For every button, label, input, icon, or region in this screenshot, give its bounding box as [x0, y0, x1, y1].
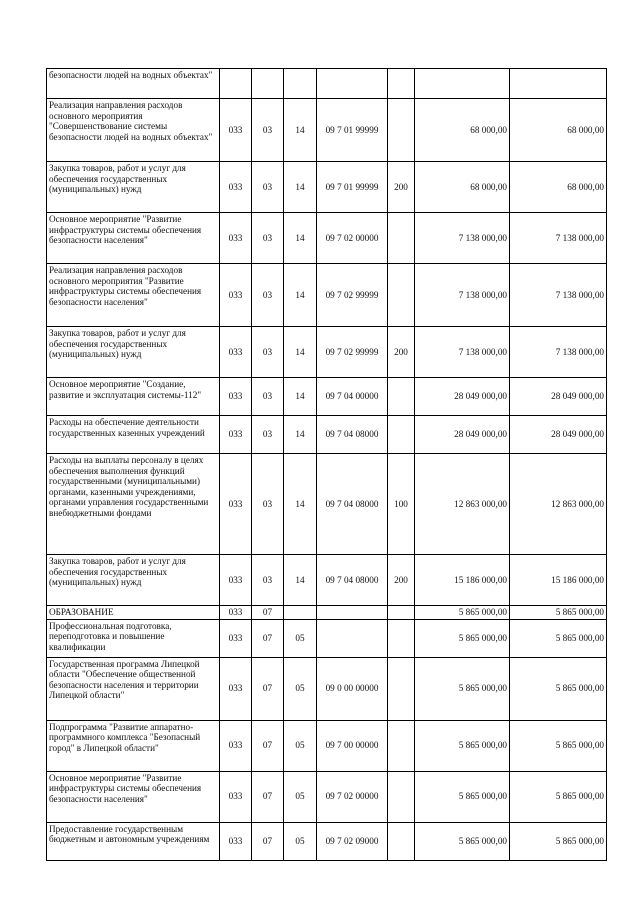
- row-sum-1: 68 000,00: [415, 162, 510, 213]
- row-name: Реализация направления расходов основного мероприятия "Совершенствование системы безопасности людей на водных объектах": [47, 99, 220, 162]
- row-sum-2: 12 863 000,00: [510, 454, 607, 555]
- row-vr: [388, 822, 415, 860]
- row-rz: 07: [252, 720, 284, 771]
- row-ved: 033: [220, 213, 252, 264]
- row-ved: 033: [220, 606, 252, 620]
- row-sum-1: 5 865 000,00: [415, 771, 510, 822]
- row-pr: 05: [284, 771, 317, 822]
- row-rz: 07: [252, 822, 284, 860]
- table-row: [47, 657, 607, 720]
- row-ved: 033: [220, 555, 252, 606]
- row-sum-1: 15 186 000,00: [415, 555, 510, 606]
- row-sum-1: 28 049 000,00: [415, 416, 510, 454]
- row-sum-2: 68 000,00: [510, 99, 607, 162]
- row-pr: 14: [284, 555, 317, 606]
- row-sum-1: 7 138 000,00: [415, 327, 510, 378]
- row-csr: [317, 606, 388, 620]
- row-csr: 09 7 04 00000: [317, 378, 388, 416]
- row-sum-1: 5 865 000,00: [415, 606, 510, 620]
- row-sum-2: 5 865 000,00: [510, 771, 607, 822]
- row-sum-2: 7 138 000,00: [510, 327, 607, 378]
- table-row: [47, 162, 607, 213]
- row-sum-2: 15 186 000,00: [510, 555, 607, 606]
- row-pr: 14: [284, 213, 317, 264]
- row-pr: 05: [284, 822, 317, 860]
- row-name: безопасности людей на водных объектах": [47, 69, 220, 99]
- row-vr: [388, 99, 415, 162]
- row-vr: [388, 606, 415, 620]
- table-row: [47, 213, 607, 264]
- table-body: [47, 69, 607, 861]
- table-row: [47, 69, 607, 99]
- row-rz: 07: [252, 657, 284, 720]
- row-name: Подпрограмма "Развитие аппаратно-программного комплекса "Безопасный город" в Липецкой области": [47, 720, 220, 771]
- table-row: [47, 454, 607, 555]
- row-csr: [317, 69, 388, 99]
- row-rz: 03: [252, 99, 284, 162]
- table-row: [47, 771, 607, 822]
- row-csr: 09 7 02 99999: [317, 327, 388, 378]
- row-pr: 05: [284, 657, 317, 720]
- row-csr: 09 0 00 00000: [317, 657, 388, 720]
- row-sum-2: 5 865 000,00: [510, 822, 607, 860]
- row-pr: 14: [284, 264, 317, 327]
- row-name: Основное мероприятие "Развитие инфраструктуры системы обеспечения безопасности населения": [47, 771, 220, 822]
- row-csr: 09 7 04 08000: [317, 416, 388, 454]
- row-sum-1: 68 000,00: [415, 99, 510, 162]
- table-row: [47, 720, 607, 771]
- row-name: Закупка товаров, работ и услуг для обеспечения государственных (муниципальных) нужд: [47, 555, 220, 606]
- row-name: Закупка товаров, работ и услуг для обеспечения государственных (муниципальных) нужд: [47, 327, 220, 378]
- row-csr: 09 7 00 00000: [317, 720, 388, 771]
- row-rz: 07: [252, 771, 284, 822]
- row-rz: 03: [252, 162, 284, 213]
- row-sum-1: 5 865 000,00: [415, 619, 510, 657]
- row-ved: 033: [220, 454, 252, 555]
- row-name: Расходы на обеспечение деятельности государственных казенных учреждений: [47, 416, 220, 454]
- row-sum-1: 5 865 000,00: [415, 720, 510, 771]
- row-rz: 03: [252, 555, 284, 606]
- row-rz: 03: [252, 213, 284, 264]
- row-name: Закупка товаров, работ и услуг для обеспечения государственных (муниципальных) нужд: [47, 162, 220, 213]
- row-ved: 033: [220, 771, 252, 822]
- table-row: [47, 264, 607, 327]
- row-pr: 14: [284, 416, 317, 454]
- row-rz: 07: [252, 619, 284, 657]
- row-vr: [388, 771, 415, 822]
- row-vr: 200: [388, 162, 415, 213]
- row-sum-2: 7 138 000,00: [510, 264, 607, 327]
- row-sum-1: 5 865 000,00: [415, 822, 510, 860]
- row-rz: 03: [252, 264, 284, 327]
- row-ved: 033: [220, 822, 252, 860]
- row-rz: 03: [252, 454, 284, 555]
- row-ved: 033: [220, 264, 252, 327]
- table-row: [47, 327, 607, 378]
- row-ved: [220, 69, 252, 99]
- table-row: [47, 822, 607, 860]
- budget-table: [46, 68, 607, 861]
- table-row: [47, 555, 607, 606]
- row-rz: [252, 69, 284, 99]
- row-csr: 09 7 02 09000: [317, 822, 388, 860]
- row-sum-2: 28 049 000,00: [510, 416, 607, 454]
- row-vr: [388, 720, 415, 771]
- row-sum-2: 5 865 000,00: [510, 657, 607, 720]
- row-ved: 033: [220, 619, 252, 657]
- row-ved: 033: [220, 327, 252, 378]
- row-sum-1: 28 049 000,00: [415, 378, 510, 416]
- row-ved: 033: [220, 657, 252, 720]
- row-vr: [388, 69, 415, 99]
- row-ved: 033: [220, 720, 252, 771]
- row-vr: 100: [388, 454, 415, 555]
- budget-page: [46, 68, 607, 861]
- row-sum-2: 5 865 000,00: [510, 619, 607, 657]
- row-pr: 14: [284, 378, 317, 416]
- row-pr: 05: [284, 619, 317, 657]
- row-csr: [317, 619, 388, 657]
- row-vr: [388, 378, 415, 416]
- row-sum-2: 5 865 000,00: [510, 720, 607, 771]
- row-pr: 14: [284, 99, 317, 162]
- row-vr: 200: [388, 555, 415, 606]
- table-row: [47, 606, 607, 620]
- row-vr: [388, 657, 415, 720]
- table-row: [47, 99, 607, 162]
- row-name: Предоставление государственным бюджетным и автономным учреждениям: [47, 822, 220, 860]
- row-vr: [388, 264, 415, 327]
- row-sum-2: 28 049 000,00: [510, 378, 607, 416]
- row-sum-1: 5 865 000,00: [415, 657, 510, 720]
- row-csr: 09 7 04 08000: [317, 555, 388, 606]
- table-row: [47, 416, 607, 454]
- row-rz: 03: [252, 416, 284, 454]
- row-rz: 03: [252, 378, 284, 416]
- row-sum-2: 7 138 000,00: [510, 213, 607, 264]
- table-row: [47, 619, 607, 657]
- row-ved: 033: [220, 99, 252, 162]
- row-name: Реализация направления расходов основного мероприятия "Развитие инфраструктуры системы обеспечения безопасности населения": [47, 264, 220, 327]
- row-sum-1: 7 138 000,00: [415, 264, 510, 327]
- row-rz: 03: [252, 327, 284, 378]
- row-sum-1: 12 863 000,00: [415, 454, 510, 555]
- row-pr: [284, 606, 317, 620]
- row-csr: 09 7 01 99999: [317, 162, 388, 213]
- row-pr: 14: [284, 454, 317, 555]
- row-name: Основное мероприятие "Создание, развитие и эксплуатация системы-112": [47, 378, 220, 416]
- row-pr: 14: [284, 327, 317, 378]
- row-sum-2: 68 000,00: [510, 162, 607, 213]
- row-name: ОБРАЗОВАНИЕ: [47, 606, 220, 620]
- row-sum-2: [510, 69, 607, 99]
- row-rz: 07: [252, 606, 284, 620]
- row-sum-1: [415, 69, 510, 99]
- row-vr: 200: [388, 327, 415, 378]
- table-row: [47, 378, 607, 416]
- row-ved: 033: [220, 162, 252, 213]
- row-name: Профессиональная подготовка, переподготовка и повышение квалификации: [47, 619, 220, 657]
- row-csr: 09 7 04 08000: [317, 454, 388, 555]
- row-vr: [388, 213, 415, 264]
- row-pr: [284, 69, 317, 99]
- row-csr: 09 7 02 00000: [317, 771, 388, 822]
- row-ved: 033: [220, 416, 252, 454]
- row-csr: 09 7 02 00000: [317, 213, 388, 264]
- row-csr: 09 7 02 99999: [317, 264, 388, 327]
- row-sum-1: 7 138 000,00: [415, 213, 510, 264]
- row-name: Основное мероприятие "Развитие инфраструктуры системы обеспечения безопасности населения": [47, 213, 220, 264]
- row-ved: 033: [220, 378, 252, 416]
- row-name: Государственная программа Липецкой области "Обеспечение общественной безопасности населения и территории Липецкой области": [47, 657, 220, 720]
- row-pr: 05: [284, 720, 317, 771]
- row-sum-2: 5 865 000,00: [510, 606, 607, 620]
- row-csr: 09 7 01 99999: [317, 99, 388, 162]
- row-pr: 14: [284, 162, 317, 213]
- row-vr: [388, 619, 415, 657]
- row-vr: [388, 416, 415, 454]
- row-name: Расходы на выплаты персоналу в целях обеспечения выполнения функций государственными (муниципальными) органами, казенными учреждениями, органами управления государственными внебюджетными фондами: [47, 454, 220, 555]
